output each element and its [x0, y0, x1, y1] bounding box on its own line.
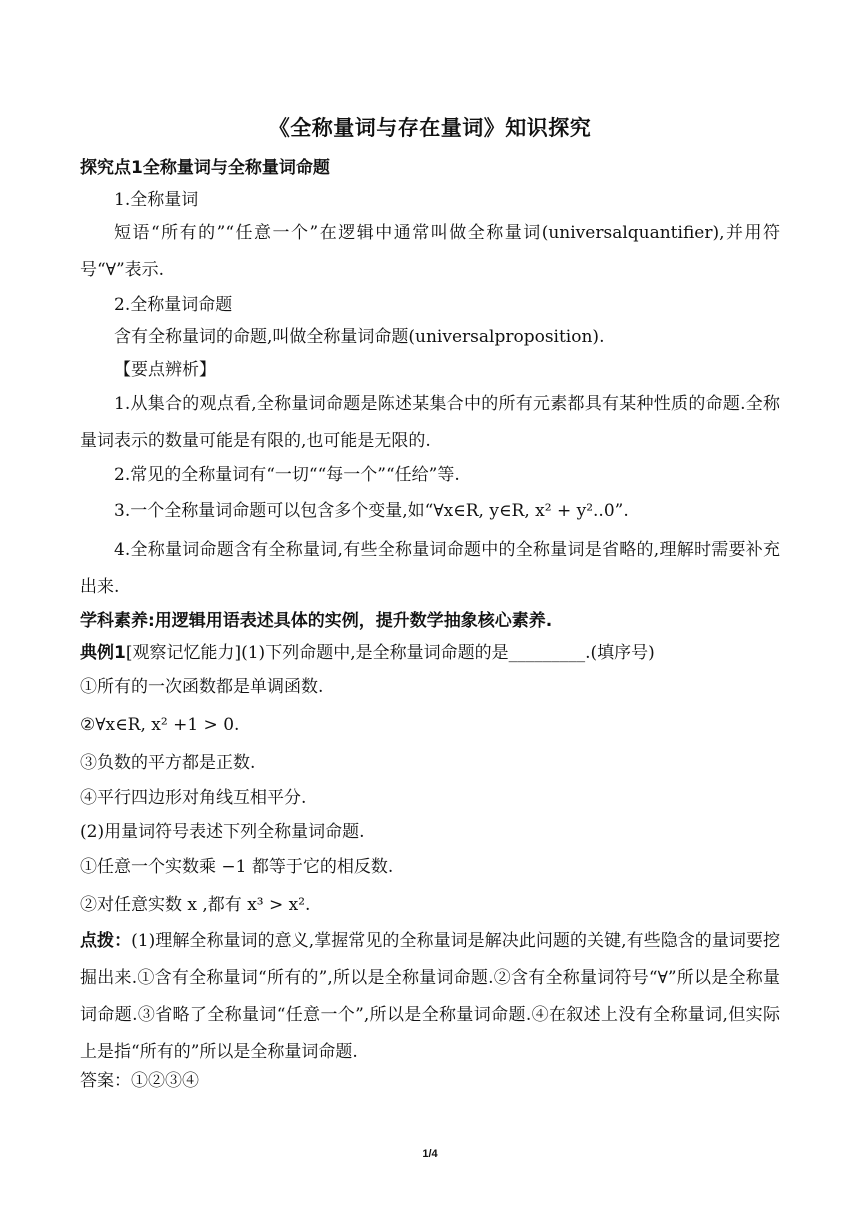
keypoint-2: 2.常见的全称量词有“一切““每一个”“任给”等.: [114, 465, 460, 485]
paragraph-definition-quantifier: 短语“所有的”“任意一个”在逻辑中通常叫做全称量词(universalquantifier),并用符号“∀”表示.: [80, 223, 780, 280]
example-item-1: ①所有的一次函数都是单调函数.: [80, 677, 324, 697]
example-q2-item-2: ②对任意实数 x ,都有 x³ > x².: [80, 895, 311, 915]
example-q2-item-1: ①任意一个实数乘 −1 都等于它的相反数.: [80, 857, 394, 877]
hint-paragraph: [80, 923, 780, 1071]
hint-text: (1)理解全称量词的意义,掌握常见的全称量词是解决此问题的关键,有些隐含的量词要挖掘出来.①含有全称量词“所有的”,所以是全称量词命题.②含有全称量词符号“∀”所以是全称量词命题.③省略了全称量词“任意一个”,所以是全称量词命题.④在叙述上没有全称量词,但实际上是指“所有的”所以是全称量词命题.: [80, 931, 780, 1062]
keypoint-4: 4.全称量词命题含有全称量词,有些全称量词命题中的全称量词是省略的,理解时需要补充出来.: [80, 540, 780, 597]
example-item-3: ③负数的平方都是正数.: [80, 753, 256, 773]
keypoint-3: 3.一个全称量词命题可以包含多个变量,如“∀x∈R, y∈R, x² + y²..0”.: [114, 501, 629, 521]
example-label: 典例1: [80, 643, 126, 663]
example-q1-text: [观察记忆能力](1)下列命题中,是全称量词命题的是_________.(填序号): [125, 643, 655, 663]
document-title: 《全称量词与存在量词》知识探究: [268, 116, 592, 140]
example-question-1: [80, 636, 780, 670]
example-item-4: ④平行四边形对角线互相平分.: [80, 788, 307, 808]
keypoints-heading: 【要点辨析】: [114, 360, 216, 380]
example-question-2: (2)用量词符号表述下列全称量词命题.: [80, 822, 365, 842]
subheading-universal-proposition: 2.全称量词命题: [114, 295, 233, 315]
section-heading: 探究点1全称量词与全称量词命题: [80, 158, 330, 178]
subheading-universal-quantifier: 1.全称量词: [114, 190, 199, 210]
example-item-2: ②∀x∈R, x² +1 > 0.: [80, 715, 240, 735]
keypoint-1: 1.从集合的观点看,全称量词命题是陈述某集合中的所有元素都具有某种性质的命题.全称量词表示的数量可能是有限的,也可能是无限的.: [80, 394, 780, 451]
paragraph-definition-proposition: 含有全称量词的命题,叫做全称量词命题(universalproposition).: [114, 327, 605, 347]
hint-label: 点拨：: [80, 931, 132, 951]
literacy-statement: 学科素养:用逻辑用语表述具体的实例，提升数学抽象核心素养.: [80, 611, 553, 631]
answer-line: 答案：①②③④: [80, 1071, 199, 1091]
page-number: 1/4: [422, 1148, 438, 1160]
